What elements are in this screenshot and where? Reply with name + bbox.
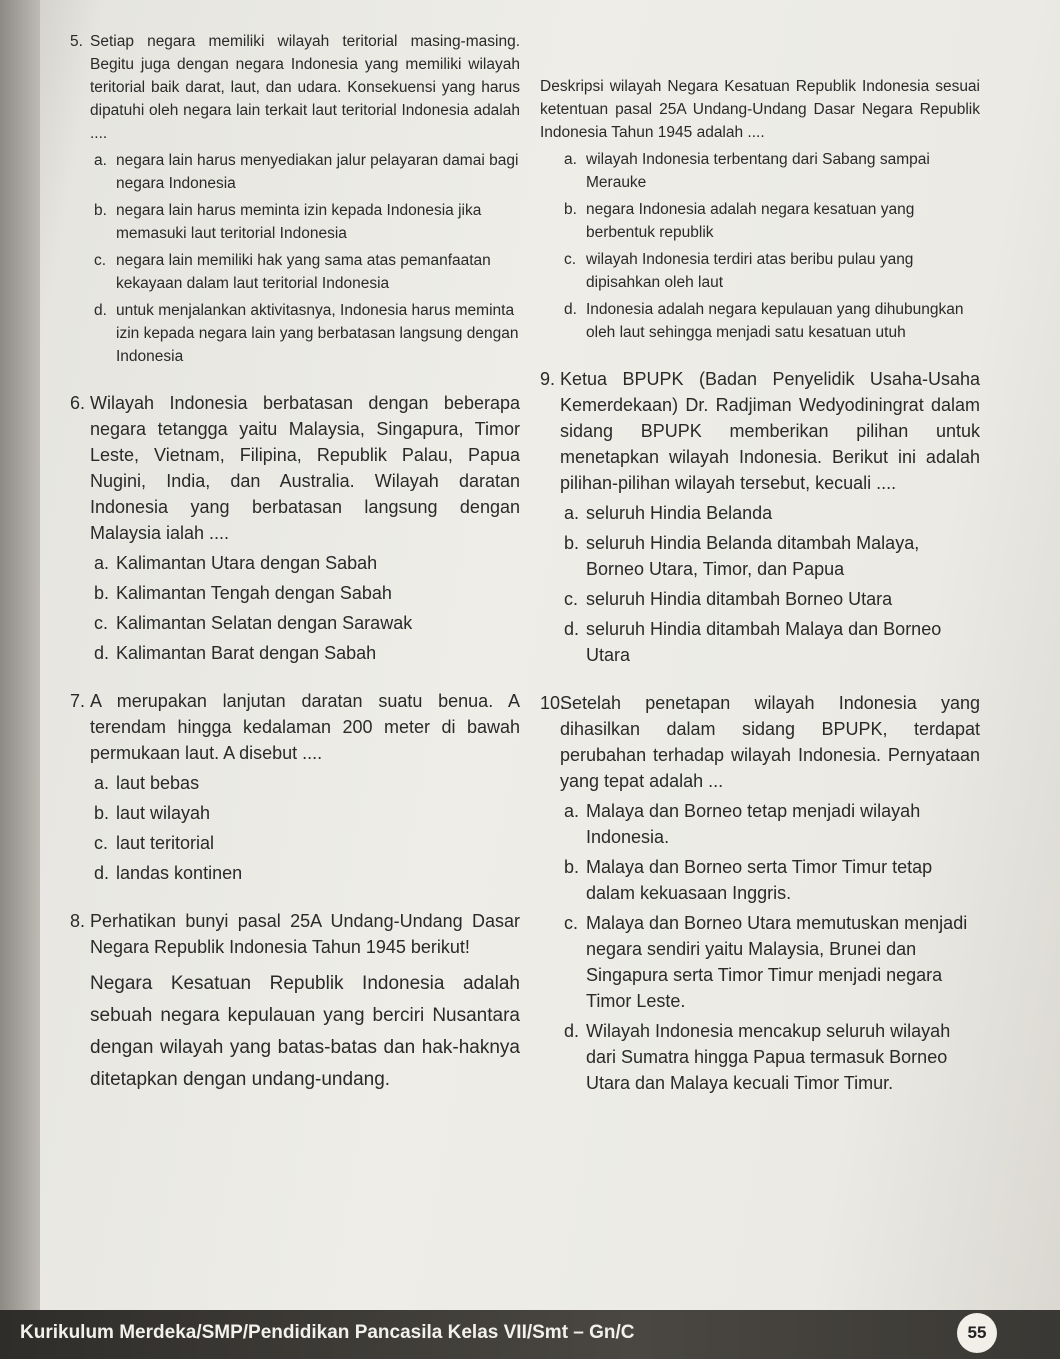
question-text: Setiap negara memiliki wilayah teritorial masing-masing. Begitu juga dengan negara Indonesia yang memiliki wilayah teritorial baik darat, laut, dan udara. Konsekuensi yang harus dipatuhi oleh negara lain terkait laut teritorial Indonesia adalah .... [90,33,520,142]
question-stem [540,690,980,794]
option-b[interactable] [540,530,980,582]
question-stem [70,908,520,960]
option-list [70,550,520,666]
question-5 [70,30,520,368]
question-stem [70,688,520,766]
question-number: 5. [70,33,83,50]
option-b[interactable] [70,199,520,245]
option-list [540,500,980,668]
option-letter: c. [94,833,109,853]
option-text: Wilayah Indonesia mencakup seluruh wilayah dari Sumatra hingga Papua termasuk Borneo Utara dan Malaya kecuali Timor Timur. [586,1021,951,1093]
option-text: Malaya dan Borneo Utara memutuskan menjadi negara sendiri yaitu Malaysia, Brunei dan Singapura serta Timor Timur menjadi negara Timor Leste. [586,913,968,1011]
question-stem [70,30,520,145]
option-d[interactable] [70,860,520,886]
option-text: seluruh Hindia ditambah Malaya dan Borneo Utara [586,619,942,665]
option-letter: a. [94,152,107,169]
question-8 [70,908,520,1096]
option-text: laut wilayah [116,803,211,823]
option-letter: c. [94,252,107,269]
option-letter: d. [94,302,107,319]
option-list [70,770,520,886]
option-letter: b. [564,533,580,553]
question-number: 9. [540,369,556,389]
question-10 [540,690,980,1096]
question-number: 8. [70,911,86,931]
question-6 [70,390,520,666]
option-list [540,798,980,1096]
option-c[interactable] [70,830,520,856]
question-stem [70,390,520,546]
question-text: Wilayah Indonesia berbatasan dengan beberapa negara tetangga yaitu Malaysia, Singapura, Timor Leste, Vietnam, Filipina, Republik Palau, Papua Nugini, India, dan Australia. Wilayah daratan Indonesia yang berbatasan langsung dengan Malaysia ialah .... [90,393,520,543]
option-text: negara lain harus menyediakan jalur pelayaran damai bagi negara Indonesia [116,152,519,192]
question-text: Perhatikan bunyi pasal 25A Undang-Undang Dasar Negara Republik Indonesia Tahun 1945 berikut! [90,911,520,957]
option-c[interactable] [70,610,520,636]
option-d[interactable] [540,1018,980,1096]
option-letter: b. [94,803,110,823]
option-text: laut teritorial [116,833,215,853]
option-letter: c. [564,251,577,268]
question-text: A merupakan lanjutan daratan suatu benua. A terendam hingga kedalaman 200 meter di bawah permukaan laut. A disebut .... [90,691,520,763]
option-text: negara lain harus meminta izin kepada Indonesia jika memasuki laut teritorial Indonesia [116,202,482,242]
option-text: Kalimantan Tengah dengan Sabah [116,583,392,603]
option-text: untuk menjalankan aktivitasnya, Indonesia harus meminta izin kepada negara lain yang berbatasan langsung dengan Indonesia [116,302,519,365]
option-letter: b. [94,583,110,603]
footer-text: Kurikulum Merdeka/SMP/Pendidikan Pancasila Kelas VII/Smt – Gn/C [20,1322,635,1343]
option-letter: a. [564,801,580,821]
question-7 [70,688,520,886]
option-d[interactable] [70,299,520,368]
option-letter: c. [564,589,579,609]
option-d[interactable] [540,298,980,344]
option-text: seluruh Hindia ditambah Borneo Utara [586,589,893,609]
option-c[interactable] [70,249,520,295]
option-letter: a. [564,503,580,523]
option-letter: a. [94,553,110,573]
option-letter: b. [564,201,577,218]
option-letter: b. [564,857,580,877]
page-footer [0,1310,1060,1359]
question-number: 6. [70,393,86,413]
option-a[interactable] [70,149,520,195]
option-letter: d. [564,301,577,318]
question-9 [540,366,980,668]
option-b[interactable] [70,580,520,606]
option-a[interactable] [540,148,980,194]
option-a[interactable] [540,500,980,526]
option-a[interactable] [540,798,980,850]
option-text: Malaya dan Borneo tetap menjadi wilayah Indonesia. [586,801,921,847]
option-b[interactable] [540,854,980,906]
option-letter: a. [564,151,577,168]
left-column [70,30,520,1118]
question-stem [540,366,980,496]
option-text: laut bebas [116,773,200,793]
option-letter: d. [564,1021,580,1041]
option-list [540,148,980,344]
option-c[interactable] [540,248,980,294]
question-8-continued [540,75,980,344]
option-text: Kalimantan Utara dengan Sabah [116,553,378,573]
option-text: Kalimantan Selatan dengan Sarawak [116,613,413,633]
option-letter: c. [564,913,579,933]
option-letter: c. [94,613,109,633]
question-number: 7. [70,691,86,711]
option-letter: d. [94,863,110,883]
question-number: 10. [540,693,566,713]
option-d[interactable] [540,616,980,668]
option-d[interactable] [70,640,520,666]
option-a[interactable] [70,550,520,576]
option-text: seluruh Hindia Belanda [586,503,773,523]
question-text: Setelah penetapan wilayah Indonesia yang dihasilkan dalam sidang BPUPK, terdapat perubahan terhadap wilayah Indonesia. Pernyataan yang tepat adalah ... [560,693,980,791]
option-text: wilayah Indonesia terdiri atas beribu pulau yang dipisahkan oleh laut [586,251,914,291]
option-text: negara lain memiliki hak yang sama atas pemanfaatan kekayaan dalam laut teritorial Indonesia [116,252,491,292]
option-text: Kalimantan Barat dengan Sabah [116,643,377,663]
question-text: Ketua BPUPK (Badan Penyelidik Usaha-Usaha Kemerdekaan) Dr. Radjiman Wedyodiningrat dalam sidang BPUPK memberikan pilihan untuk menetapkan wilayah Indonesia. Berikut ini adalah pilihan-pilihan wilayah tersebut, kecuali .... [560,369,980,493]
option-text: wilayah Indonesia terbentang dari Sabang sampai Merauke [586,151,930,191]
option-text: negara Indonesia adalah negara kesatuan yang berbentuk republik [586,201,915,241]
option-text: Indonesia adalah negara kepulauan yang dihubungkan oleh laut sehingga menjadi satu kesatuan utuh [586,301,964,341]
option-text: landas kontinen [116,863,243,883]
option-letter: a. [94,773,110,793]
option-list [70,149,520,368]
option-c[interactable] [540,910,980,1014]
option-a[interactable] [70,770,520,796]
question-stem: Deskripsi wilayah Negara Kesatuan Republik Indonesia sesuai ketentuan pasal 25A Undang-Undang Dasar Negara Republik Indonesia Tahun 1945 adalah .... [540,78,980,141]
option-b[interactable] [70,800,520,826]
option-letter: b. [94,202,107,219]
option-text: Malaya dan Borneo serta Timor Timur tetap dalam kekuasaan Inggris. [586,857,933,903]
option-text: seluruh Hindia Belanda ditambah Malaya, Borneo Utara, Timor, dan Papua [586,533,920,579]
right-column [540,75,980,1118]
option-letter: d. [564,619,580,639]
option-b[interactable] [540,198,980,244]
article-quote: Negara Kesatuan Republik Indonesia adalah sebuah negara kepulauan yang berciri Nusantara dengan wilayah yang batas-batas dan hak-haknya ditetapkan dengan undang-undang. [90,973,520,1090]
page-number: 55 [957,1313,997,1353]
option-letter: d. [94,643,110,663]
page-edge [0,0,40,1359]
option-c[interactable] [540,586,980,612]
